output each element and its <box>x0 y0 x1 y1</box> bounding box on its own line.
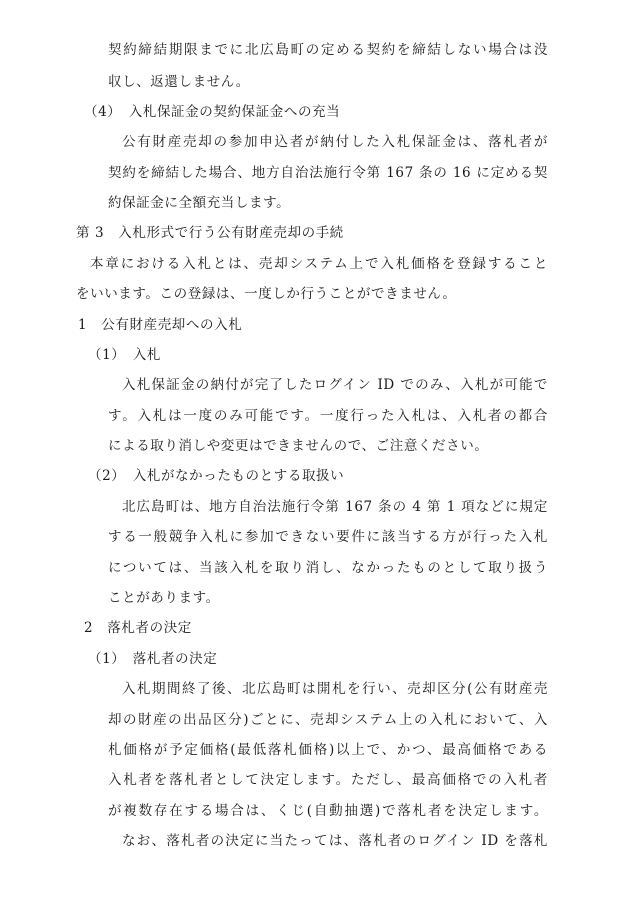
text-line: が複数存在する場合は、くじ(自動抽選)で落札者を決定します。 <box>108 803 548 819</box>
text-line: については、当該入札を取り消し、なかったものとして取り扱う <box>108 560 548 576</box>
text-line: 約保証金に全額充当します。 <box>108 195 291 211</box>
subsection-heading: 2 落札者の決定 <box>84 620 192 636</box>
text-line: す。入札は一度のみ可能です。一度行った入札は、入札者の都合 <box>108 408 548 424</box>
text-line: をいいます。この登録は、一度しか行うことができません。 <box>76 286 457 302</box>
text-line: 入札保証金の納付が完了したログイン ID でのみ、入札が可能で <box>122 377 548 393</box>
text-line: 本章における入札とは、売却システム上で入札価格を登録すること <box>90 256 548 272</box>
text-line: 契約締結期限までに北広島町の定める契約を締結しない場合は没 <box>108 42 548 58</box>
text-line: する一般競争入札に参加できない要件に該当する方が行った入札 <box>108 529 548 545</box>
text-line: 契約を締結した場合、地方自治法施行令第 167 条の 16 に定める契 <box>108 165 548 181</box>
text-line: なお、落札者の決定に当たっては、落札者のログイン ID を落札 <box>122 833 548 849</box>
subsection-heading: （2） 入札がなかったものとする取扱い <box>88 468 345 484</box>
text-line: 収し、返還しません。 <box>108 74 250 90</box>
section-heading: 第 3 入札形式で行う公有財産売却の手続 <box>76 225 344 241</box>
subsection-heading: 1 公有財産売却への入札 <box>78 317 243 333</box>
text-line: による取り消しや変更はできませんので、ご注意ください。 <box>108 438 489 454</box>
subsection-heading: （1） 入札 <box>88 347 161 363</box>
text-line: 北広島町は、地方自治法施行令第 167 条の 4 第 1 項などに規定 <box>122 499 548 515</box>
subsection-heading: （4） 入札保証金の契約保証金への充当 <box>84 104 341 120</box>
text-line: 入札期間終了後、北広島町は開札を行い、売却区分(公有財産売 <box>122 681 548 697</box>
text-line: 却の財産の出品区分)ごとに、売却システム上の入札において、入 <box>108 712 548 728</box>
text-line: 札価格が予定価格(最低落札価格)以上で、かつ、最高価格である <box>108 742 548 758</box>
text-line: 入札者を落札者として決定します。ただし、最高価格での入札者 <box>108 772 548 788</box>
subsection-heading: （1） 落札者の決定 <box>88 651 218 667</box>
text-line: ことがあります。 <box>108 590 220 606</box>
text-line: 公有財産売却の参加申込者が納付した入札保証金は、落札者が <box>122 134 548 150</box>
